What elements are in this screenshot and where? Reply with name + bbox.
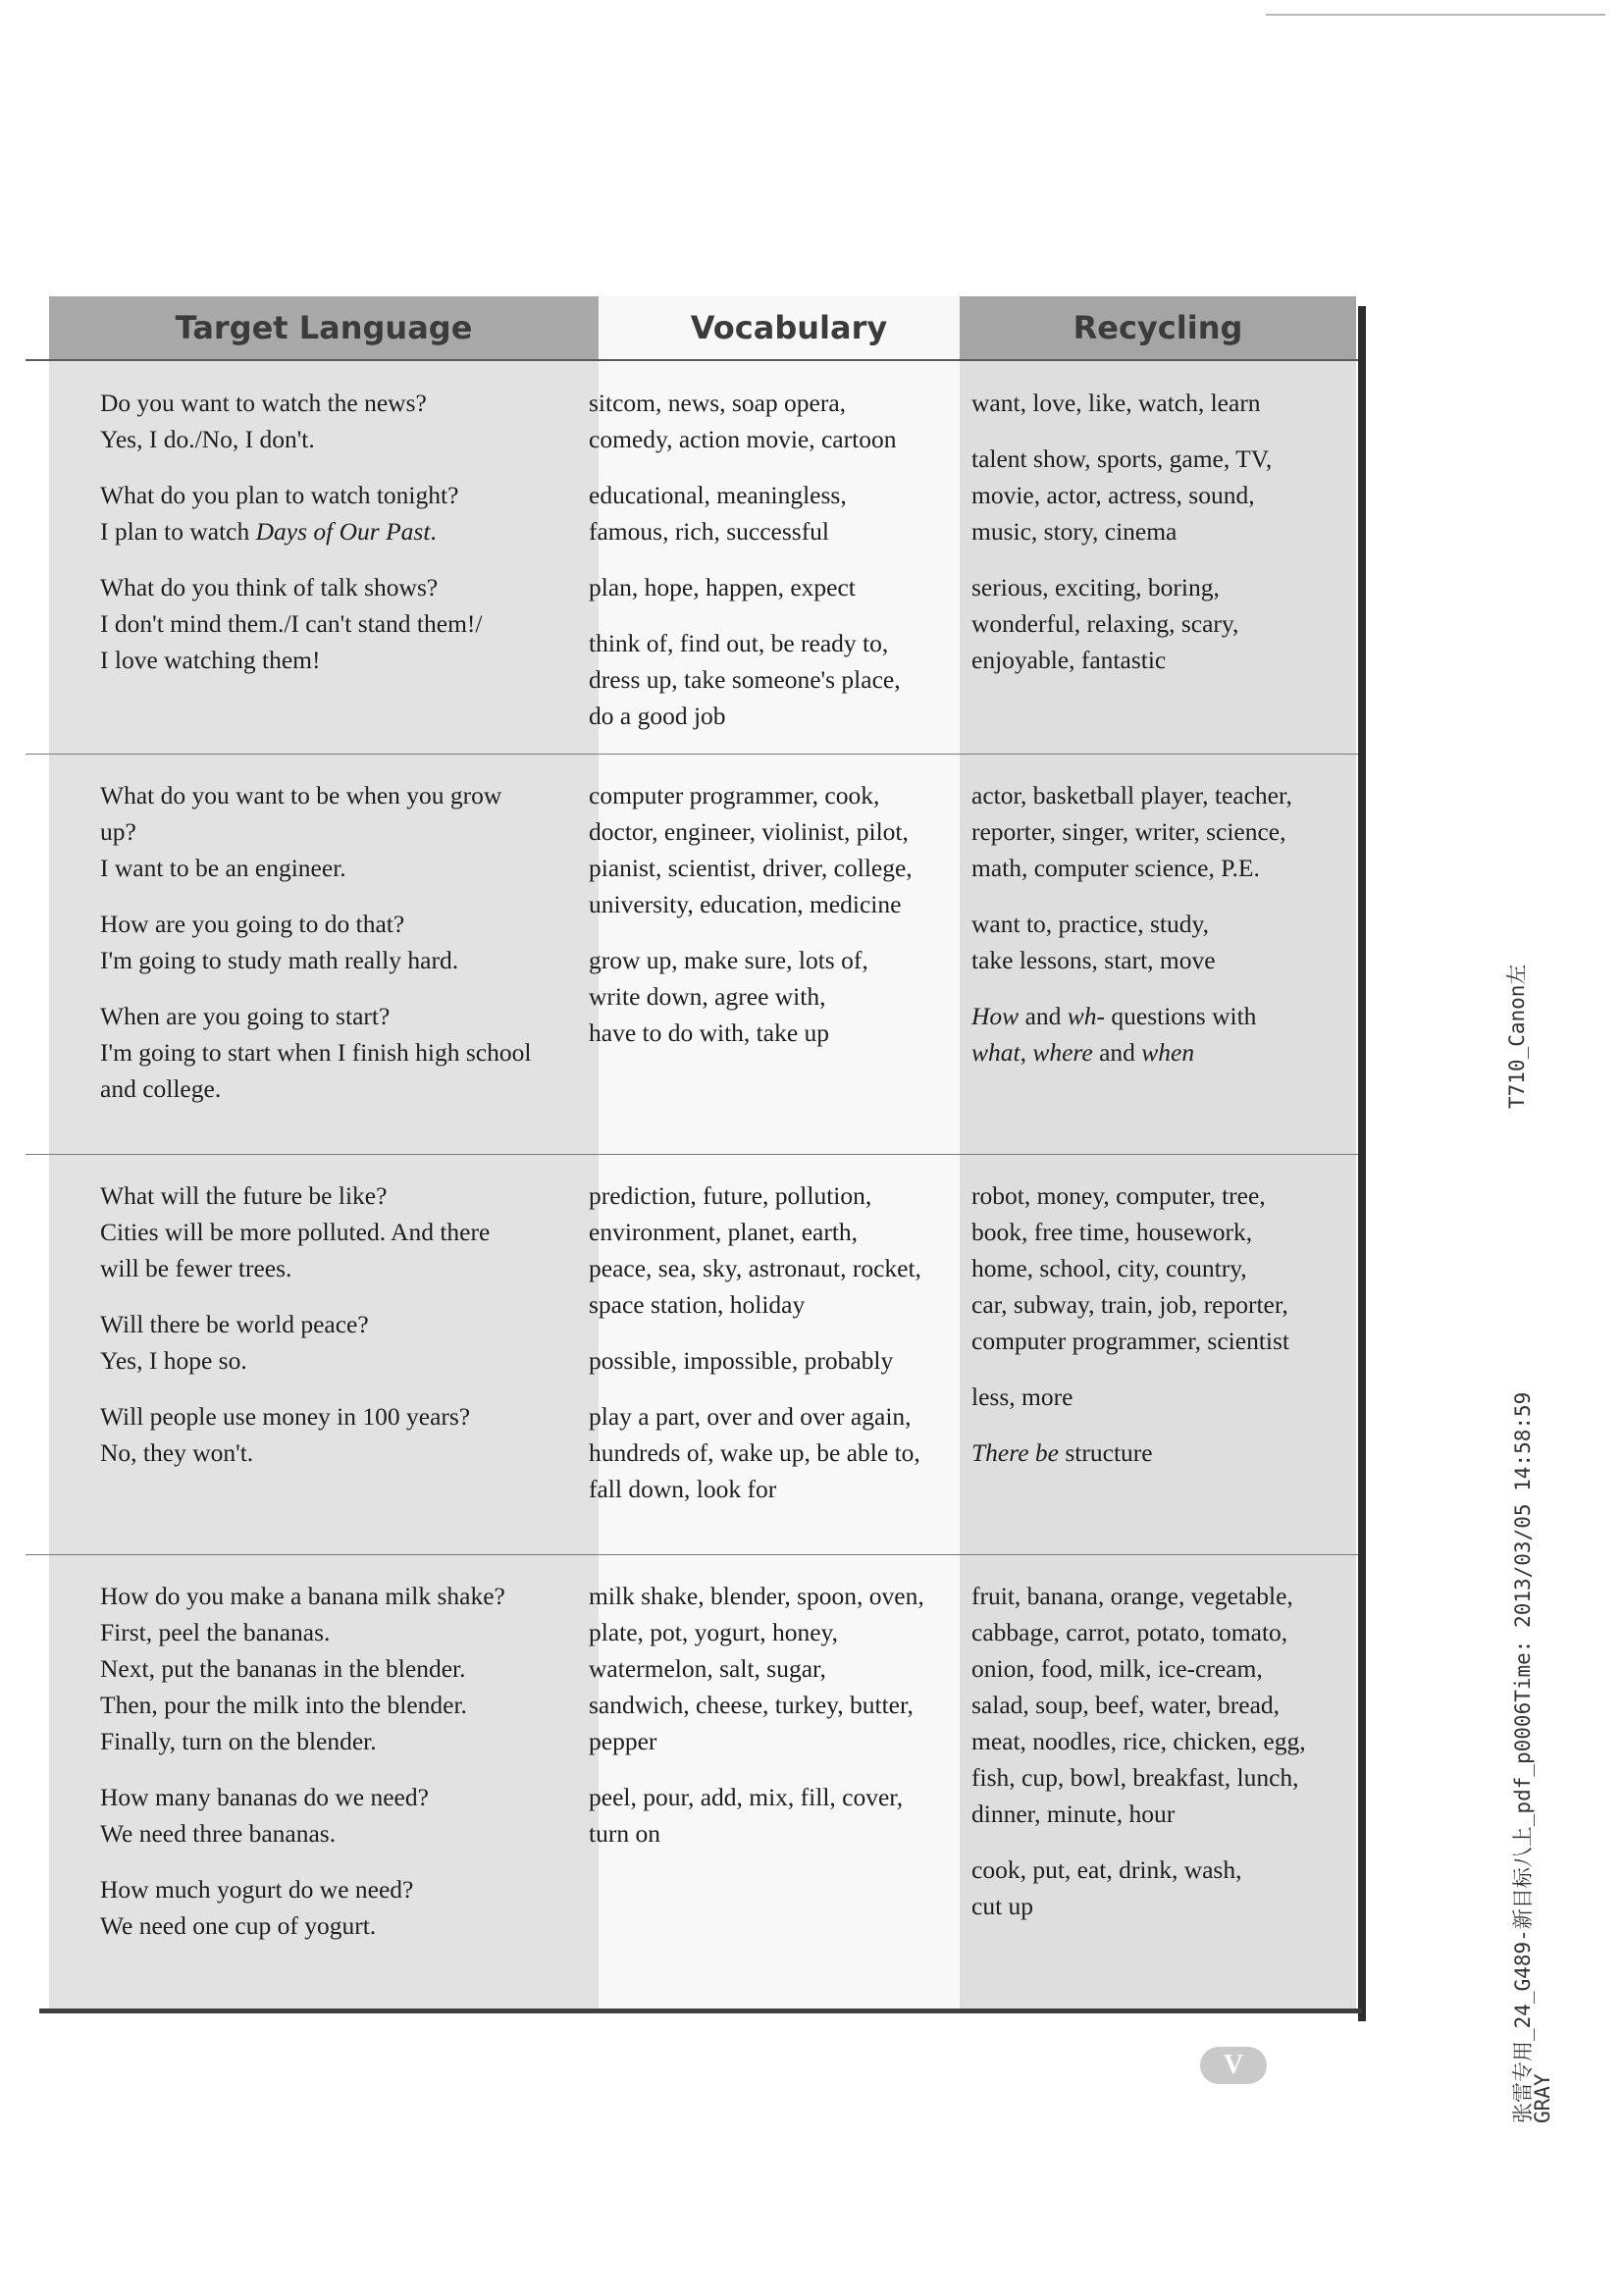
row-separator [26, 1554, 1358, 1555]
line-group [589, 385, 962, 457]
line-group [589, 1779, 962, 1852]
header-target-language: Target Language [49, 296, 599, 361]
text-line: cook, put, eat, drink, wash, [971, 1855, 1242, 1884]
line-group [971, 777, 1354, 886]
text-line: computer programmer, scientist [971, 1327, 1290, 1355]
text-line: peace, sea, sky, astronaut, rocket, [589, 1254, 921, 1282]
text-line: I don't mind them./I can't stand them!/ [100, 609, 483, 638]
text-line: math, computer science, P.E. [971, 854, 1260, 882]
text-line: fruit, banana, orange, vegetable, [971, 1582, 1293, 1610]
text-line: university, education, medicine [589, 890, 902, 918]
line-group [100, 1578, 591, 1759]
text-line: dinner, minute, hour [971, 1800, 1176, 1828]
text-line: turn on [589, 1819, 660, 1848]
text-line: possible, impossible, probably [589, 1346, 894, 1375]
text-line: No, they won't. [100, 1438, 254, 1467]
line-group [971, 1177, 1354, 1359]
text-line: write down, agree with, [589, 982, 826, 1011]
line-group [971, 569, 1354, 678]
text-line: and college. [100, 1074, 222, 1103]
text-line: pianist, scientist, driver, college, [589, 854, 913, 882]
text-line: prediction, future, pollution, [589, 1181, 872, 1210]
top-rule [1266, 14, 1605, 16]
text-line: plan, hope, happen, expect [589, 573, 856, 601]
text-line: Yes, I hope so. [100, 1346, 247, 1375]
text-line: First, peel the bananas. [100, 1618, 331, 1646]
line-group [589, 942, 962, 1051]
header-vocabulary: Vocabulary [599, 296, 979, 361]
text-line: doctor, engineer, violinist, pilot, [589, 817, 909, 846]
text-line: Cities will be more polluted. And there [100, 1218, 491, 1246]
text-line: I'm going to study math really hard. [100, 946, 459, 974]
text-line: I plan to watch Days of Our Past. [100, 517, 437, 546]
recycling-cell [971, 1177, 1354, 1490]
text-line: Will people use money in 100 years? [100, 1402, 471, 1431]
text-line: There be structure [971, 1438, 1153, 1467]
text-line: play a part, over and over again, [589, 1402, 912, 1431]
text-line: What do you think of talk shows? [100, 573, 439, 601]
text-line: How and wh- questions with [971, 1002, 1257, 1030]
text-line: grow up, make sure, lots of, [589, 946, 868, 974]
text-line: educational, meaningless, [589, 481, 847, 509]
line-group [971, 1435, 1354, 1471]
line-group [100, 998, 591, 1107]
text-line: pepper [589, 1727, 657, 1755]
text-line: do a good job [589, 702, 726, 730]
text-line: home, school, city, country, [971, 1254, 1247, 1282]
text-line: plate, pot, yogurt, honey, [589, 1618, 839, 1646]
text-line: watermelon, salt, sugar, [589, 1654, 826, 1683]
text-line: comedy, action movie, cartoon [589, 425, 897, 453]
line-group [971, 906, 1354, 978]
table-bottom-rule [39, 2009, 1362, 2013]
recycling-cell [971, 777, 1354, 1090]
text-line: Next, put the bananas in the blender. [100, 1654, 466, 1683]
text-line: want to, practice, study, [971, 910, 1209, 938]
text-line: music, story, cinema [971, 517, 1178, 546]
text-line: sandwich, cheese, turkey, butter, [589, 1691, 914, 1719]
text-line: We need one cup of yogurt. [100, 1911, 377, 1940]
text-line: What do you plan to watch tonight? [100, 481, 459, 509]
line-group [100, 1398, 591, 1471]
line-group [971, 1379, 1354, 1415]
text-line: fall down, look for [589, 1475, 777, 1503]
line-group [100, 385, 591, 457]
text-line: fish, cup, bowl, breakfast, lunch, [971, 1763, 1299, 1792]
text-line: Finally, turn on the blender. [100, 1727, 377, 1755]
text-line: How much yogurt do we need? [100, 1875, 414, 1904]
text-line: talent show, sports, game, TV, [971, 444, 1273, 473]
vocabulary-cell [589, 1177, 962, 1527]
scan-info: 张雷专用_24_G489-新目标八上_pdf_p0006Time: 2013/03/05 14:58:59 [1511, 1391, 1535, 2123]
text-line: When are you going to start? [100, 1002, 391, 1030]
row-separator [26, 754, 1358, 755]
vocabulary-cell [589, 777, 962, 1070]
text-line: have to do with, take up [589, 1018, 830, 1047]
line-group [589, 1578, 962, 1759]
line-group [971, 1852, 1354, 1924]
line-group [589, 1398, 962, 1507]
text-line: Then, pour the milk into the blender. [100, 1691, 467, 1719]
line-group [100, 1177, 591, 1286]
text-line: dress up, take someone's place, [589, 665, 901, 694]
text-line: book, free time, housework, [971, 1218, 1253, 1246]
text-line: take lessons, start, move [971, 946, 1216, 974]
line-group [100, 477, 591, 549]
text-line: Yes, I do./No, I don't. [100, 425, 315, 453]
line-group [971, 998, 1354, 1070]
line-group [100, 1779, 591, 1852]
line-group [971, 441, 1354, 549]
text-line: serious, exciting, boring, [971, 573, 1220, 601]
row-separator [26, 1154, 1358, 1155]
text-line: will be fewer trees. [100, 1254, 292, 1282]
text-line: I want to be an engineer. [100, 854, 346, 882]
text-line: meat, noodles, rice, chicken, egg, [971, 1727, 1306, 1755]
text-line: I'm going to start when I finish high school [100, 1038, 532, 1067]
target-language-cell [100, 1177, 591, 1490]
line-group [589, 1342, 962, 1379]
text-line: salad, soup, beef, water, bread, [971, 1691, 1281, 1719]
content-table [26, 296, 1358, 2021]
line-group [100, 1306, 591, 1379]
header-recycling: Recycling [960, 296, 1356, 361]
text-line: up? [100, 817, 136, 846]
line-group [589, 777, 962, 922]
text-line: What do you want to be when you grow [100, 781, 502, 809]
text-line: think of, find out, be ready to, [589, 629, 889, 657]
target-language-cell [100, 385, 591, 698]
header-rule [26, 359, 1358, 361]
line-group [100, 906, 591, 978]
text-line: How are you going to do that? [100, 910, 405, 938]
text-line: peel, pour, add, mix, fill, cover, [589, 1783, 904, 1811]
page-number-badge: V [1200, 2047, 1267, 2084]
text-line: I love watching them! [100, 646, 321, 674]
text-line: sitcom, news, soap opera, [589, 389, 847, 417]
text-line: space station, holiday [589, 1290, 806, 1319]
text-line: what, where and when [971, 1038, 1195, 1067]
text-line: What will the future be like? [100, 1181, 388, 1210]
scan-color-mode: GRAY [1531, 2073, 1554, 2123]
text-line: How many bananas do we need? [100, 1783, 429, 1811]
line-group [100, 569, 591, 678]
line-group [100, 777, 591, 886]
text-line: hundreds of, wake up, be able to, [589, 1438, 920, 1467]
text-line: cut up [971, 1892, 1034, 1920]
text-line: How do you make a banana milk shake? [100, 1582, 505, 1610]
line-group [100, 1871, 591, 1944]
text-line: We need three bananas. [100, 1819, 337, 1848]
recycling-cell [971, 385, 1354, 698]
line-group [589, 569, 962, 605]
line-group [589, 625, 962, 734]
vocabulary-cell [589, 385, 962, 754]
text-line: wonderful, relaxing, scary, [971, 609, 1239, 638]
line-group [589, 1177, 962, 1323]
line-group [971, 1578, 1354, 1832]
text-line: Will there be world peace? [100, 1310, 369, 1338]
text-line: milk shake, blender, spoon, oven, [589, 1582, 924, 1610]
text-line: movie, actor, actress, sound, [971, 481, 1255, 509]
text-line: enjoyable, fantastic [971, 646, 1167, 674]
target-language-cell [100, 1578, 591, 1963]
text-line: car, subway, train, job, reporter, [971, 1290, 1288, 1319]
text-line: famous, rich, successful [589, 517, 830, 546]
text-line: onion, food, milk, ice-cream, [971, 1654, 1263, 1683]
text-line: computer programmer, cook, [589, 781, 880, 809]
text-line: reporter, singer, writer, science, [971, 817, 1286, 846]
target-language-cell [100, 777, 591, 1126]
text-line: robot, money, computer, tree, [971, 1181, 1266, 1210]
recycling-cell [971, 1578, 1354, 1944]
scan-label: T710_Canon左 [1505, 964, 1529, 1109]
text-line: want, love, like, watch, learn [971, 389, 1261, 417]
text-line: environment, planet, earth, [589, 1218, 859, 1246]
table-shadow [1358, 306, 1366, 2021]
vocabulary-cell [589, 1578, 962, 1871]
text-line: actor, basketball player, teacher, [971, 781, 1292, 809]
line-group [589, 477, 962, 549]
text-line: less, more [971, 1383, 1073, 1411]
line-group [971, 385, 1354, 421]
text-line: Do you want to watch the news? [100, 389, 427, 417]
text-line: cabbage, carrot, potato, tomato, [971, 1618, 1288, 1646]
